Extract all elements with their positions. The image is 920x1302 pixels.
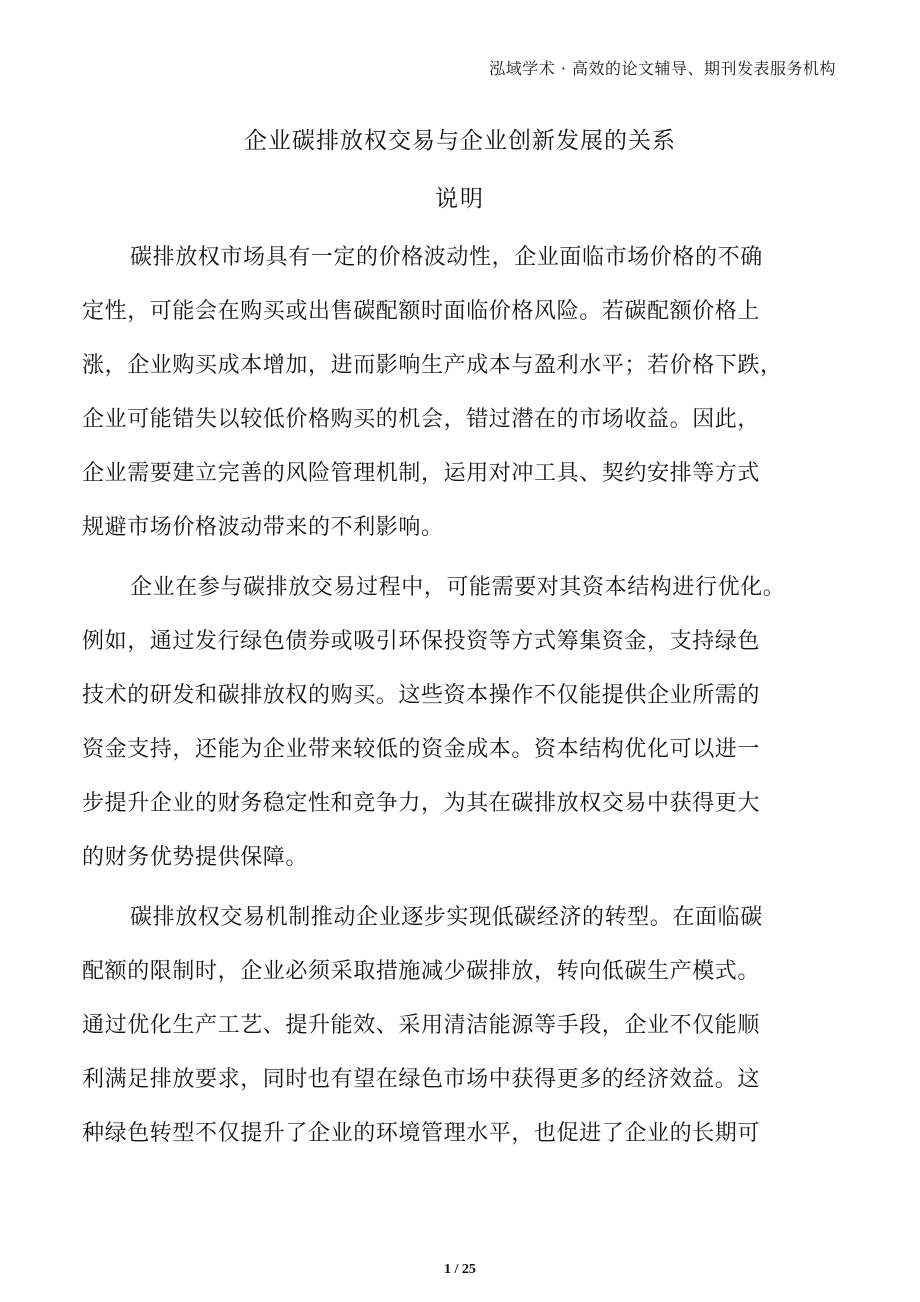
paragraph-line: 通过优化生产工艺、提升能效、采用清洁能源等手段，企业不仅能顺 [82,1013,761,1038]
paragraph-line: 定性，可能会在购买或出售碳配额时面临价格风险。若碳配额价格上 [82,299,761,324]
paragraph-line: 涨，企业购买成本增加，进而影响生产成本与盈利水平；若价格下跌， [82,353,783,378]
document-subtitle: 说明 [435,186,485,212]
paragraph-line: 碳排放权市场具有一定的价格波动性，企业面临市场价格的不确 [130,245,763,270]
paragraph-line: 的财务优势提供保障。 [82,845,309,870]
paragraph-line: 技术的研发和碳排放权的购买。这些资本操作不仅能提供企业所需的 [82,683,761,708]
page-header-text: 泓域学术 · 高效的论文辅导、期刊发表服务机构 [489,59,836,78]
paragraph-line: 企业在参与碳排放交易过程中，可能需要对其资本结构进行优化。 [130,575,786,600]
paragraph-line: 碳排放权交易机制推动企业逐步实现低碳经济的转型。在面临碳 [130,905,763,930]
paragraph-line: 例如，通过发行绿色债券或吸引环保投资等方式筹集资金，支持绿色 [82,629,761,654]
paragraph-line: 利满足排放要求，同时也有望在绿色市场中获得更多的经济效益。这 [82,1067,761,1092]
paragraph-line: 步提升企业的财务稳定性和竞争力，为其在碳排放权交易中获得更大 [82,791,761,816]
paragraph-line: 企业可能错失以较低价格购买的机会，错过潜在的市场收益。因此， [82,407,761,432]
paragraph-line: 规避市场价格波动带来的不利影响。 [82,515,444,540]
paragraph-line: 配额的限制时，企业必须采取措施减少碳排放，转向低碳生产模式。 [82,959,761,984]
page-indicator: 1 / 25 [444,1262,476,1277]
document-title: 企业碳排放权交易与企业创新发展的关系 [244,128,676,154]
paragraph-line: 企业需要建立完善的风险管理机制，运用对冲工具、契约安排等方式 [82,461,761,486]
paragraph-line: 种绿色转型不仅提升了企业的环境管理水平，也促进了企业的长期可 [82,1121,761,1146]
paragraph-line: 资金支持，还能为企业带来较低的资金成本。资本结构优化可以进一 [82,737,761,762]
